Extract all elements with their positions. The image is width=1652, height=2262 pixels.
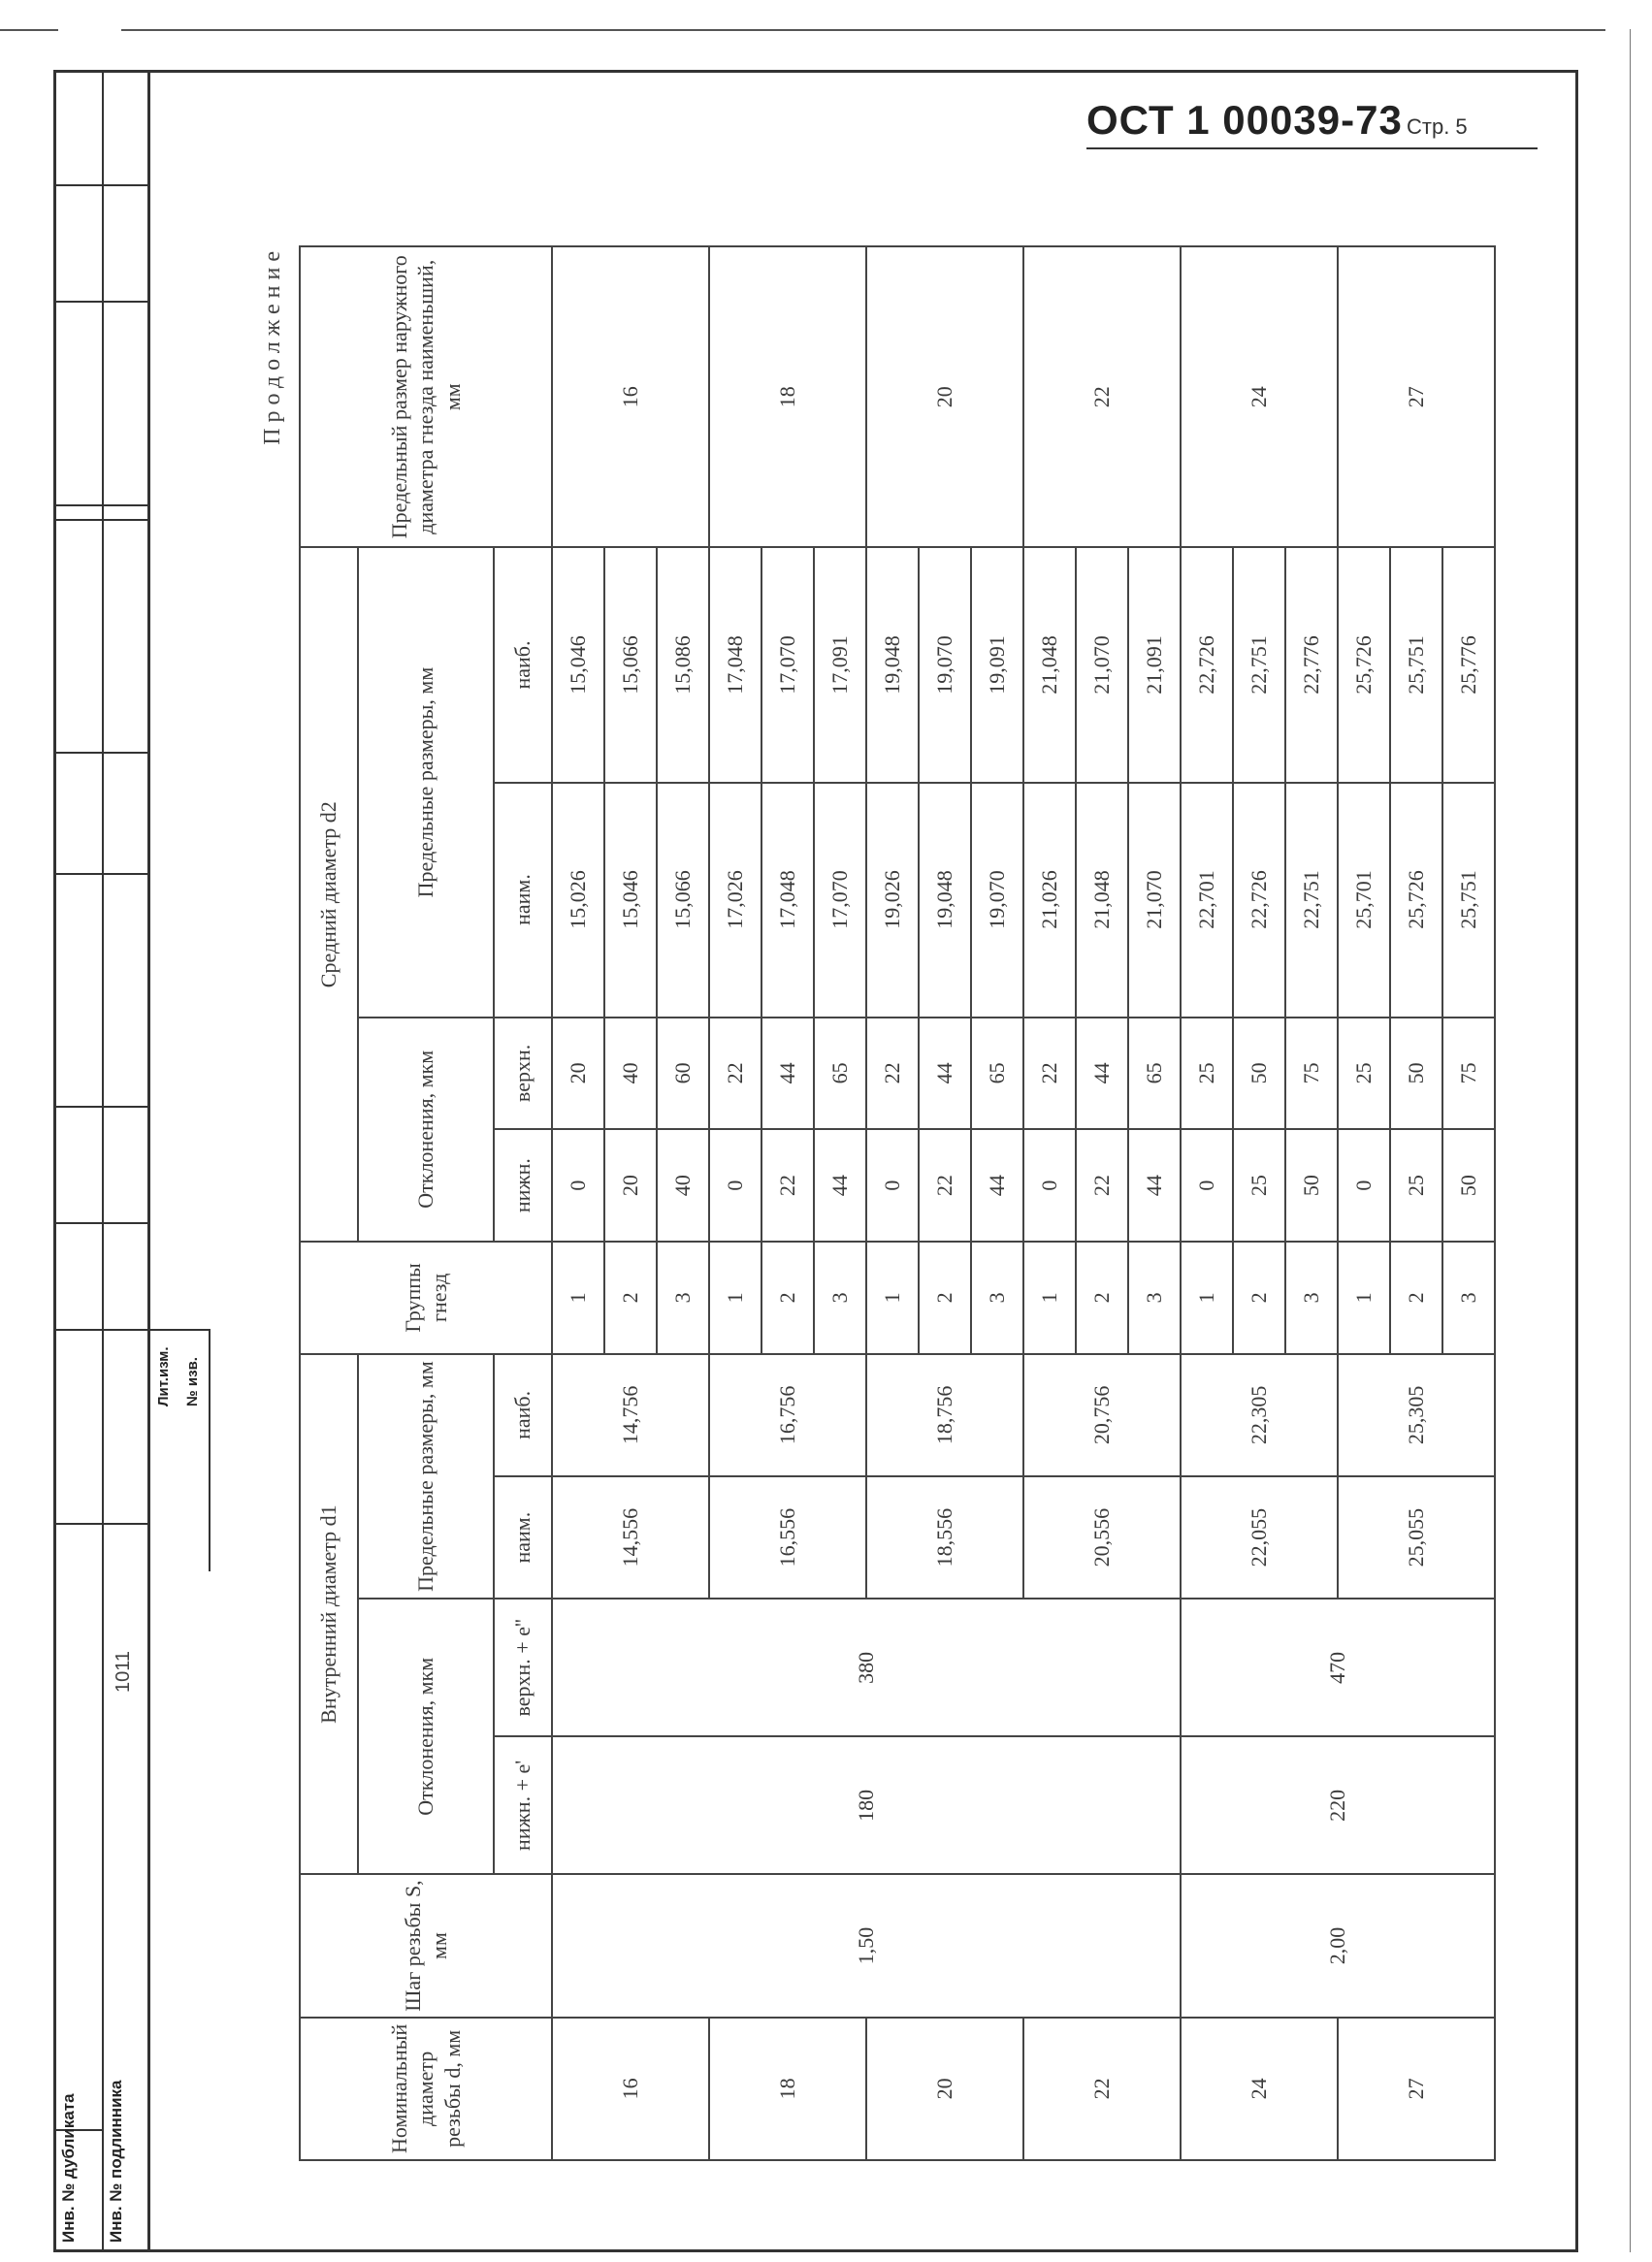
inner-dev-lower-cell: 180 [552,1736,1181,1874]
nominal-diameter-cell: 27 [1338,2018,1495,2160]
inner-dev-lower-cell: 220 [1181,1736,1495,1874]
header-mid-lower: нижн. [494,1129,552,1242]
mid-dev-lower-cell: 0 [1023,1129,1076,1242]
mid-min-cell: 22,751 [1285,783,1338,1018]
top-rule [121,29,1605,31]
nominal-diameter-cell: 22 [1023,2018,1181,2160]
group-cell: 1 [1023,1242,1076,1354]
mid-dev-lower-cell: 0 [552,1129,604,1242]
thread-tolerance-table [299,245,1496,2161]
inner-min-cell: 18,556 [866,1476,1023,1599]
header-mid-diameter: Средний диаметр d2 [300,547,358,1242]
table-body [552,246,1495,2160]
group-cell: 2 [1076,1242,1128,1354]
outer-diameter-cell: 24 [1181,246,1338,547]
group-cell: 3 [1128,1242,1181,1354]
mid-dev-upper-cell: 25 [1338,1018,1390,1130]
mid-dev-lower-cell: 25 [1390,1129,1442,1242]
mid-dev-lower-cell: 0 [709,1129,761,1242]
group-cell: 2 [761,1242,814,1354]
group-cell: 3 [814,1242,866,1354]
stamp-row-line [53,519,150,521]
header-inner-diameter: Внутренний диаметр d1 [300,1354,358,1875]
mid-min-cell: 22,701 [1181,783,1233,1018]
mid-dev-lower-cell: 22 [761,1129,814,1242]
group-cell: 1 [866,1242,919,1354]
page-number: Стр. 5 [1407,114,1468,139]
mid-min-cell: 25,751 [1442,783,1495,1018]
mid-dev-upper-cell: 60 [657,1018,709,1130]
mid-min-cell: 17,048 [761,783,814,1018]
mid-max-cell: 21,091 [1128,547,1181,782]
header-mid-min: наим. [494,783,552,1018]
inner-min-cell: 22,055 [1181,1476,1338,1599]
mid-dev-upper-cell: 20 [552,1018,604,1130]
mid-dev-upper-cell: 25 [1181,1018,1233,1130]
mid-dev-lower-cell: 40 [657,1129,709,1242]
mid-dev-upper-cell: 22 [1023,1018,1076,1130]
stamp-row-line [53,1106,150,1108]
mid-min-cell: 15,066 [657,783,709,1018]
stamp-row-line [53,301,150,303]
stamp-label-change-no: № изв. [184,1357,201,1406]
outer-diameter-cell: 16 [552,246,709,547]
group-cell: 3 [1442,1242,1495,1354]
top-rule-left [0,29,58,31]
mid-max-cell: 25,726 [1338,547,1390,782]
inner-dev-upper-cell: 470 [1181,1599,1495,1736]
mid-min-cell: 19,070 [971,783,1023,1018]
mid-min-cell: 21,048 [1076,783,1128,1018]
document-code: ОСТ 1 00039-73 [1086,97,1403,143]
mid-dev-lower-cell: 50 [1285,1129,1338,1242]
inner-min-cell: 25,055 [1338,1476,1495,1599]
mid-dev-lower-cell: 44 [1128,1129,1181,1242]
mid-dev-upper-cell: 75 [1442,1018,1495,1130]
stamp-divider [102,70,104,2252]
mid-dev-upper-cell: 50 [1233,1018,1285,1130]
mid-dev-lower-cell: 0 [1338,1129,1390,1242]
mid-dev-upper-cell: 50 [1390,1018,1442,1130]
group-cell: 2 [1390,1242,1442,1354]
outer-diameter-cell: 18 [709,246,866,547]
inner-max-cell: 25,305 [1338,1354,1495,1476]
mid-dev-lower-cell: 44 [814,1129,866,1242]
mid-min-cell: 22,726 [1233,783,1285,1018]
mid-max-cell: 22,751 [1233,547,1285,782]
header-group: Группы гнезд [300,1242,552,1354]
mid-max-cell: 15,066 [604,547,657,782]
stamp-row-line [53,873,150,875]
mid-dev-lower-cell: 25 [1233,1129,1285,1242]
mid-dev-lower-cell: 20 [604,1129,657,1242]
mid-dev-upper-cell: 65 [814,1018,866,1130]
table-row [1181,246,1233,2160]
mid-dev-upper-cell: 75 [1285,1018,1338,1130]
group-cell: 1 [552,1242,604,1354]
right-edge-rule [1630,29,1631,2252]
inner-dev-upper-cell: 380 [552,1599,1181,1736]
change-box-divider [150,1329,209,1331]
mid-dev-lower-cell: 50 [1442,1129,1495,1242]
mid-min-cell: 21,026 [1023,783,1076,1018]
mid-max-cell: 22,726 [1181,547,1233,782]
group-cell: 3 [657,1242,709,1354]
mid-min-cell: 15,026 [552,783,604,1018]
header-mid-upper: верхн. [494,1018,552,1130]
nominal-diameter-cell: 16 [552,2018,709,2160]
stamp-label-duplicate: Инв. № дубликата [59,2093,78,2243]
mid-min-cell: 17,026 [709,783,761,1018]
mid-max-cell: 19,070 [919,547,971,782]
stamp-row-line [53,504,150,506]
table-row [552,246,604,2160]
outer-diameter-cell: 22 [1023,246,1181,547]
inner-max-cell: 14,756 [552,1354,709,1476]
header-nominal: Номинальный диаметр резьбы d, мм [300,2018,552,2160]
mid-max-cell: 25,751 [1390,547,1442,782]
header-inner-dev: Отклонения, мкм [358,1599,494,1874]
mid-max-cell: 19,048 [866,547,919,782]
header-inner-min: наим. [494,1476,552,1599]
mid-dev-upper-cell: 22 [709,1018,761,1130]
group-cell: 1 [1338,1242,1390,1354]
mid-dev-lower-cell: 0 [1181,1129,1233,1242]
mid-min-cell: 19,026 [866,783,919,1018]
header-inner-limits: Предельные размеры, мм [358,1354,494,1600]
stamp-row-line [53,1222,150,1224]
group-cell: 2 [604,1242,657,1354]
outer-diameter-cell: 20 [866,246,1023,547]
inner-min-cell: 20,556 [1023,1476,1181,1599]
pitch-cell: 2,00 [1181,1874,1495,2017]
mid-dev-upper-cell: 44 [919,1018,971,1130]
header-underline [1086,147,1538,149]
rotated-table-area [260,245,1480,2161]
stamp-label-lit: Лит.изм. [155,1346,172,1406]
inner-max-cell: 16,756 [709,1354,866,1476]
mid-min-cell: 21,070 [1128,783,1181,1018]
header-pitch: Шаг резьбы S, мм [300,1874,552,2017]
mid-max-cell: 15,046 [552,547,604,782]
mid-max-cell: 21,048 [1023,547,1076,782]
header-mid-limits: Предельные размеры, мм [358,547,494,1017]
stamp-row-line [53,184,150,186]
mid-min-cell: 25,726 [1390,783,1442,1018]
mid-max-cell: 19,091 [971,547,1023,782]
inner-min-cell: 16,556 [709,1476,866,1599]
inner-max-cell: 18,756 [866,1354,1023,1476]
group-cell: 3 [971,1242,1023,1354]
mid-max-cell: 21,070 [1076,547,1128,782]
continuation-label: Продолжение [260,245,285,445]
mid-dev-lower-cell: 44 [971,1129,1023,1242]
mid-max-cell: 25,776 [1442,547,1495,782]
stamp-row-line [53,752,150,754]
header-lower-e: нижн. + e' [494,1736,552,1874]
group-cell: 1 [1181,1242,1233,1354]
document-header [1086,97,1542,151]
mid-dev-upper-cell: 40 [604,1018,657,1130]
group-cell: 3 [1285,1242,1338,1354]
header-mid-dev: Отклонения, мкм [358,1018,494,1242]
inner-max-cell: 20,756 [1023,1354,1181,1476]
group-cell: 2 [919,1242,971,1354]
inner-min-cell: 14,556 [552,1476,709,1599]
nominal-diameter-cell: 24 [1181,2018,1338,2160]
nominal-diameter-cell: 18 [709,2018,866,2160]
mid-dev-upper-cell: 65 [971,1018,1023,1130]
outer-diameter-cell: 27 [1338,246,1495,547]
mid-dev-upper-cell: 22 [866,1018,919,1130]
mid-min-cell: 15,046 [604,783,657,1018]
group-cell: 1 [709,1242,761,1354]
stamp-label-original: Инв. № подлинника [107,2080,125,2243]
pitch-cell: 1,50 [552,1874,1181,2017]
mid-dev-lower-cell: 0 [866,1129,919,1242]
mid-dev-upper-cell: 44 [1076,1018,1128,1130]
mid-dev-upper-cell: 65 [1128,1018,1181,1130]
mid-min-cell: 25,701 [1338,783,1390,1018]
mid-max-cell: 17,091 [814,547,866,782]
stamp-original-number: 1011 [113,1650,134,1693]
header-mid-max: наиб. [494,547,552,782]
mid-max-cell: 17,070 [761,547,814,782]
mid-dev-lower-cell: 22 [919,1129,971,1242]
nominal-diameter-cell: 20 [866,2018,1023,2160]
inner-max-cell: 22,305 [1181,1354,1338,1476]
mid-min-cell: 19,048 [919,783,971,1018]
group-cell: 2 [1233,1242,1285,1354]
header-upper-e: верхн. + e'' [494,1599,552,1736]
mid-dev-upper-cell: 44 [761,1018,814,1130]
mid-dev-lower-cell: 22 [1076,1129,1128,1242]
header-outer: Предельный размер наружного диаметра гнезда наименьший, мм [300,246,552,547]
header-inner-max: наиб. [494,1354,552,1476]
mid-max-cell: 17,048 [709,547,761,782]
mid-max-cell: 15,086 [657,547,709,782]
mid-min-cell: 17,070 [814,783,866,1018]
mid-max-cell: 22,776 [1285,547,1338,782]
